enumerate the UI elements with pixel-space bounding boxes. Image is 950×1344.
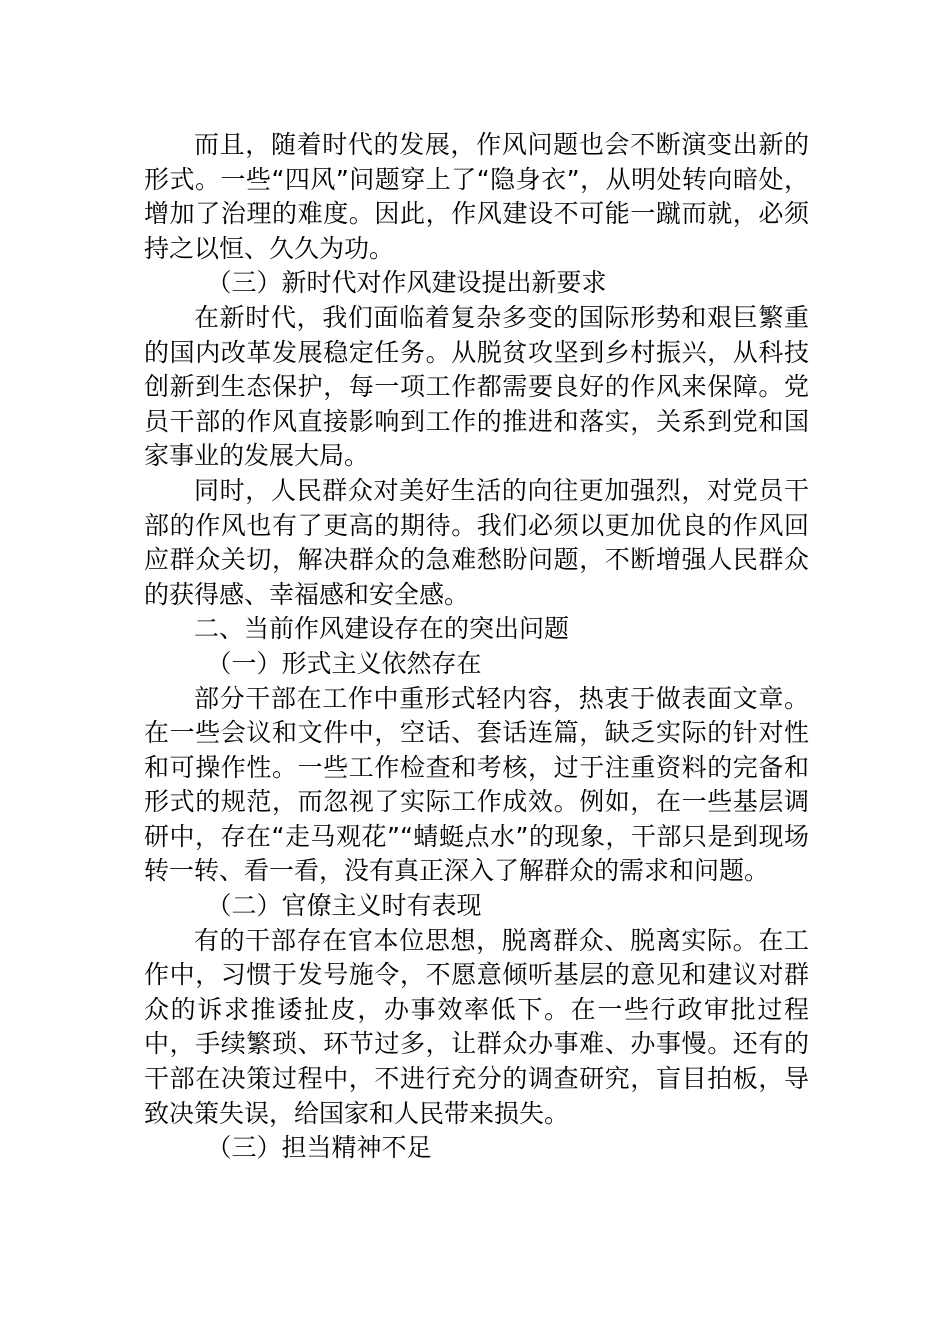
paragraph: 部分干部在工作中重形式轻内容，热衷于做表面文章。在一些会议和文件中，空话、套话连篇，缺乏实际的针对性和可操作性。一些工作检查和考核，过于注重资料的完备和形式的规范，而忽视了实际工作成效。例如，在一些基层调研中，存在“走马观花”“蜻蜓点水”的现象，干部只是到现场转一转、看一看，没有真正深入了解群众的需求和问题。 <box>144 683 809 886</box>
paragraph: 同时，人民群众对美好生活的向往更加强烈，对党员干部的作风也有了更高的期待。我们必须以更加优良的作风回应群众关切，解决群众的急难愁盼问题，不断增强人民群众的获得感、幸福感和安全感。 <box>144 475 809 609</box>
paragraph: 而且，随着时代的发展，作风问题也会不断演变出新的形式。一些“四风”问题穿上了“隐身衣”，从明处转向暗处，增加了治理的难度。因此，作风建设不可能一蹴而就，必须持之以恒、久久为功。 <box>144 130 809 263</box>
paragraph: 有的干部存在官本位思想，脱离群众、脱离实际。在工作中，习惯于发号施令，不愿意倾听基层的意见和建议对群众的诉求推诿扯皮，办事效率低下。在一些行政审批过程中，手续繁琐、环节过多，让群众办事难、办事慢。还有的干部在决策过程中，不进行充分的调查研究，盲目拍板，导致决策失误，给国家和人民带来损失。 <box>144 925 809 1128</box>
section-subheading: （三）新时代对作风建设提出新要求 <box>206 268 607 298</box>
document-body <box>144 128 809 1166</box>
section-heading: 二、当前作风建设存在的突出问题 <box>194 614 570 644</box>
section-subheading: （二）官僚主义时有表现 <box>206 891 482 921</box>
paragraph: 在新时代，我们面临着复杂多变的国际形势和艰巨繁重的国内改革发展稳定任务。从脱贫攻坚到乡村振兴，从科技创新到生态保护，每一项工作都需要良好的作风来保障。党员干部的作风直接影响到工作的推进和落实，关系到党和国家事业的发展大局。 <box>144 302 809 471</box>
section-subheading: （一）形式主义依然存在 <box>206 648 482 678</box>
section-subheading: （三）担当精神不足 <box>206 1133 432 1163</box>
